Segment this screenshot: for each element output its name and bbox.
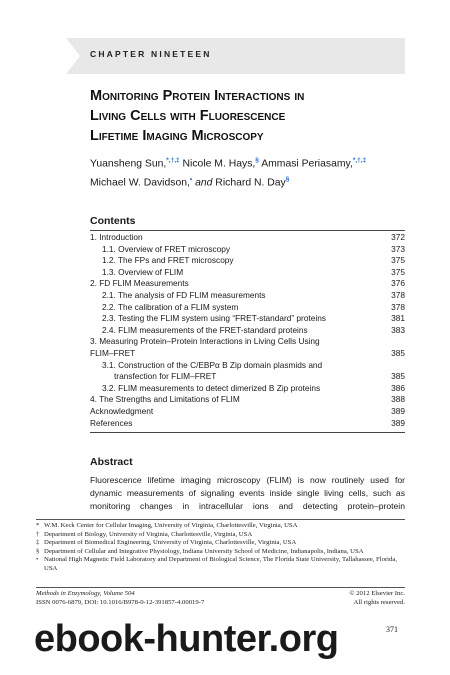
journal-volume: Methods in Enzymology, Volume 504 (36, 590, 135, 597)
toc-entry[interactable] (90, 418, 405, 430)
publication-rule (36, 587, 405, 588)
author-list (90, 153, 430, 192)
title-line: Monitoring Protein Interactions in (90, 88, 305, 104)
copyright: © 2012 Elsevier Inc. (349, 590, 405, 597)
toc-entry[interactable] (90, 302, 405, 314)
footnote-text: Department of Biomedical Engineering, University of Virginia, Charlottesville, Virginia, USA (44, 539, 297, 547)
publication-info (36, 590, 405, 607)
rights: All rights reserved. (353, 598, 405, 606)
affiliation-marks[interactable]: *,†,‡ (352, 157, 367, 164)
toc-entry-title: 1. Introduction (90, 232, 143, 242)
toc-entry-title: 2.3. Testing the FLIM system using “FRET-standard” proteins (102, 313, 326, 324)
abstract-text (90, 474, 405, 513)
issn-doi[interactable]: ISSN 0076-6879, DOI: 10.1016/B978-0-12-391857-4.00019-7 (36, 598, 205, 606)
toc-entry-page: 381 (391, 313, 405, 324)
footnote-rule (36, 519, 405, 520)
contents-rule (90, 230, 405, 231)
toc-entry-page: 378 (391, 289, 405, 300)
footnote-text: National High Magnetic Field Laboratory and Department of Biological Science, The Florida State University, Tallahassee, Florida, USA (44, 556, 398, 572)
toc-entry-title: 1.2. The FPs and FRET microscopy (102, 255, 234, 266)
title-line: Living Cells with Fluorescence (90, 108, 286, 124)
toc-entry[interactable] (90, 394, 405, 406)
toc-entry[interactable] (90, 325, 405, 337)
watermark-text[interactable]: ebook-hunter.org (34, 618, 339, 660)
affiliation-marks[interactable]: § (255, 157, 259, 164)
toc-entry[interactable] (90, 278, 405, 290)
author-name: Richard N. Day (212, 177, 286, 189)
toc-entry-page: 386 (391, 382, 405, 393)
toc-entry-page: 375 (391, 255, 405, 266)
toc-entry-title: 3.2. FLIM measurements to detect dimerized B Zip proteins (102, 382, 321, 393)
toc-entry[interactable] (90, 336, 405, 348)
toc-entry-title: 2.4. FLIM measurements of the FRET-standard proteins (102, 324, 308, 335)
toc-entry-title: 1.3. Overview of FLIM (102, 266, 184, 277)
chapter-arrow (66, 38, 80, 74)
footnote (36, 556, 406, 573)
footnote-text: W.M. Keck Center for Cellular Imaging, University of Virginia, Charlottesville, Virginia, USA (44, 522, 298, 529)
abstract-heading: Abstract (90, 456, 133, 468)
footnote-mark: § (36, 547, 40, 555)
toc-entry[interactable] (90, 360, 405, 372)
toc-entry[interactable] (90, 255, 405, 267)
toc-entry-title: References (90, 417, 133, 428)
title-line: Lifetime Imaging Microscopy (90, 128, 264, 144)
abstract-line: dynamic measurements of signaling events inside single living cells, such as (90, 488, 405, 498)
toc-entry-page: 388 (391, 394, 405, 405)
contents-rule-bottom (90, 432, 405, 433)
toc-entry-title: 1.1. Overview of FRET microscopy (102, 243, 231, 254)
toc-entry[interactable] (90, 348, 405, 360)
toc-entry-page: 389 (391, 417, 405, 428)
toc-entry[interactable] (90, 371, 405, 383)
author-name: Ammasi Periasamy, (258, 158, 353, 170)
toc-entry-title: 3.1. Construction of the C/EBPα B Zip domain plasmids and (102, 359, 323, 370)
contents-heading: Contents (90, 215, 136, 227)
toc-entry-page: 378 (391, 301, 405, 312)
toc-entry-page: 372 (391, 232, 405, 242)
affiliation-marks[interactable]: • (189, 176, 193, 184)
toc-entry-title: Acknowledgment (90, 405, 154, 416)
abstract-line: Fluorescence lifetime imaging microscopy (FLIM) is now routinely used for (90, 475, 405, 485)
chapter-label: CHAPTER NINETEEN (90, 49, 212, 59)
footnote (36, 522, 406, 531)
footnote (36, 548, 406, 557)
toc-entry-page: 373 (391, 243, 405, 254)
toc-entry-title: 2. FD FLIM Measurements (90, 278, 189, 289)
toc-entry[interactable] (90, 383, 405, 395)
toc-entry[interactable] (90, 313, 405, 325)
toc-entry-page: 389 (391, 405, 405, 416)
footnote-text: Department of Biology, University of Virginia, Charlottesville, Virginia, USA (44, 530, 253, 538)
abstract-line: monitoring changes in intracellular ions and detecting protein–protein (90, 501, 405, 511)
toc-entry[interactable] (90, 244, 405, 256)
footnote-mark: † (36, 530, 40, 538)
toc-entry-page: 375 (391, 266, 405, 277)
footnote (36, 539, 406, 548)
footnote-mark: ‡ (36, 539, 40, 547)
toc-entry[interactable] (90, 406, 405, 418)
toc-entry-title: FLIM–FRET (90, 347, 136, 358)
footnote-mark: • (36, 556, 39, 564)
toc-entry-page: 385 (391, 347, 405, 358)
footnote-text: Department of Cellular and Integrative Physiology, Indiana University School of Medicine, Indianapolis, Indiana, USA (44, 547, 364, 555)
toc-entry-title: 2.2. The calibration of a FLIM system (102, 301, 239, 312)
page-number: 371 (386, 625, 398, 634)
footnote (36, 531, 406, 540)
toc-entry-title: 2.1. The analysis of FD FLIM measurements (102, 289, 266, 300)
footnotes (36, 522, 406, 574)
chapter-title (90, 86, 420, 146)
author-name: Nicole M. Hays, (179, 158, 256, 170)
toc-entry-page: 383 (391, 324, 405, 335)
toc-entry-title: transfection for FLIM–FRET (114, 371, 217, 382)
author-name: Michael W. Davidson, (90, 177, 190, 189)
toc-entry-title: 3. Measuring Protein–Protein Interactions in Living Cells Using (90, 336, 320, 347)
author-conjunction: and (192, 177, 213, 189)
affiliation-marks[interactable]: § (285, 176, 290, 184)
toc-entry-page: 376 (391, 278, 405, 289)
toc-entry[interactable] (90, 232, 405, 244)
table-of-contents (90, 232, 405, 429)
affiliation-marks[interactable]: *,†,‡ (166, 157, 180, 164)
author-name: Yuansheng Sun, (90, 158, 167, 170)
footnote-mark: * (36, 522, 40, 529)
toc-entry-page: 385 (391, 371, 405, 382)
toc-entry-title: 4. The Strengths and Limitations of FLIM (90, 394, 240, 405)
toc-entry[interactable] (90, 267, 405, 279)
toc-entry[interactable] (90, 290, 405, 302)
